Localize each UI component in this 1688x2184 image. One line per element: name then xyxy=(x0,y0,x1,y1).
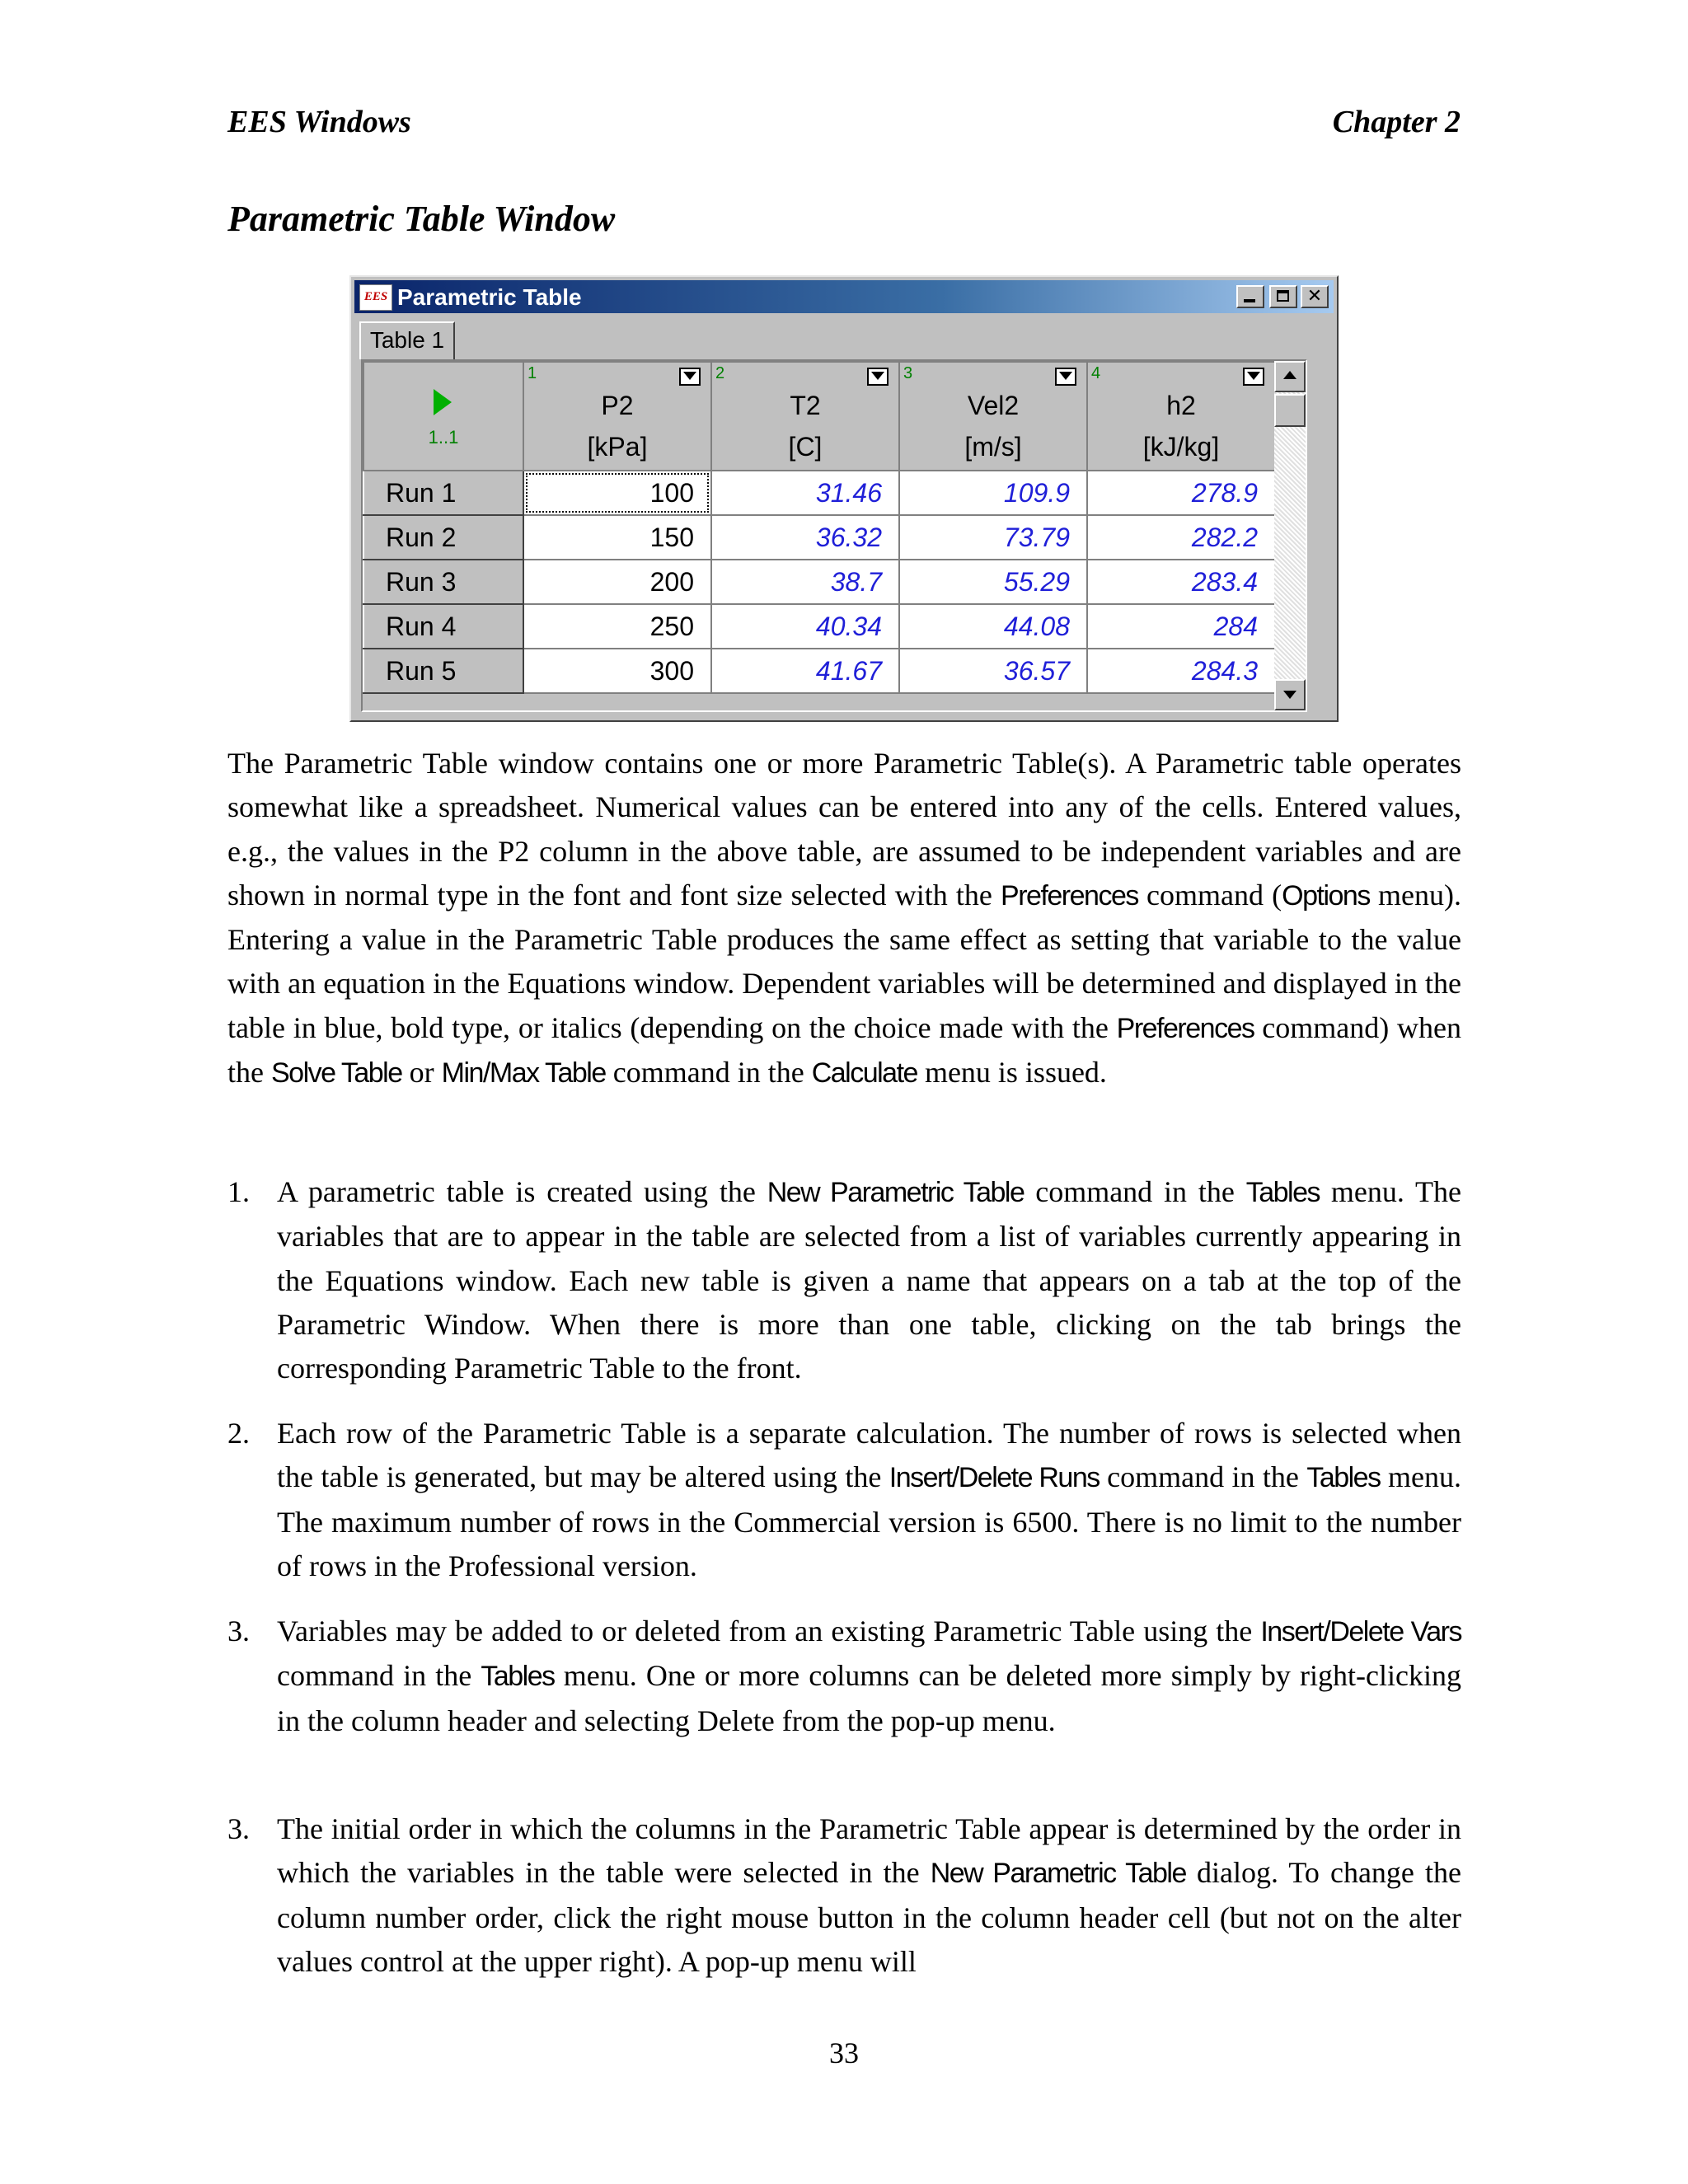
table-cell[interactable]: 31.46 xyxy=(711,471,899,515)
parametric-table-window xyxy=(349,275,1339,722)
table-row xyxy=(363,604,1275,649)
menu-name: Tables xyxy=(1306,1462,1381,1494)
paragraph-text: or xyxy=(401,1056,442,1090)
list-number: 3. xyxy=(227,1812,250,1845)
item-text: The initial order in which the columns in the Parametric Table appear is determined by the order in which the variables in the table were selected in the xyxy=(277,1812,1461,1890)
parametric-table xyxy=(363,361,1276,694)
paragraph-text: command ( xyxy=(1137,878,1282,912)
running-header-right: Chapter 2 xyxy=(1332,105,1461,139)
paragraph-text: command in the xyxy=(605,1056,812,1090)
column-unit: [kPa] xyxy=(587,432,648,462)
scroll-down-icon[interactable] xyxy=(1274,679,1306,710)
table-cell[interactable]: 36.32 xyxy=(711,515,899,560)
item-text: dialog. To change the column number order, click the right mouse button in the column header cell (but not on the alter values control at the upper right). A pop-up menu will xyxy=(277,1856,1461,1978)
menu-name: Calculate xyxy=(811,1057,917,1090)
column-variable: P2 xyxy=(601,391,634,420)
table-cell[interactable]: 284 xyxy=(1087,604,1275,649)
table-cell[interactable]: 200 xyxy=(523,560,711,604)
column-unit: [kJ/kg] xyxy=(1142,432,1220,462)
column-unit: [m/s] xyxy=(964,432,1022,462)
window-title-bar[interactable] xyxy=(354,280,1334,313)
paragraph-text: menu is issued. xyxy=(917,1056,1107,1090)
grid-corner[interactable] xyxy=(363,362,523,471)
table-cell[interactable]: 300 xyxy=(523,649,711,693)
item-text: command in the xyxy=(1099,1460,1307,1494)
vertical-scrollbar[interactable] xyxy=(1274,361,1306,710)
item-text: command in the xyxy=(1024,1175,1246,1208)
column-number: 3 xyxy=(903,364,913,382)
parametric-grid xyxy=(361,359,1307,712)
table-cell[interactable]: 40.34 xyxy=(711,604,899,649)
item-text: A parametric table is created using the xyxy=(277,1175,767,1208)
running-header-left: EES Windows xyxy=(227,105,411,139)
play-icon[interactable] xyxy=(434,389,452,415)
table-cell[interactable]: 36.57 xyxy=(899,649,1087,693)
command-name: Solve Table xyxy=(270,1057,402,1090)
section-title: Parametric Table Window xyxy=(227,199,616,239)
table-cell[interactable]: 73.79 xyxy=(899,515,1087,560)
table-cell[interactable]: 278.9 xyxy=(1087,471,1275,515)
command-name: New Parametric Table xyxy=(767,1177,1025,1208)
table-cell[interactable]: 250 xyxy=(523,604,711,649)
table-cell[interactable]: 44.08 xyxy=(899,604,1087,649)
table-cell[interactable]: 41.67 xyxy=(711,649,899,693)
command-name: Min/Max Table xyxy=(441,1057,606,1090)
table-cell[interactable]: 283.4 xyxy=(1087,560,1275,604)
table-row xyxy=(363,560,1275,604)
alter-values-arrow-icon[interactable] xyxy=(867,368,889,386)
run-range: 1..1 xyxy=(428,427,459,448)
list-number: 3. xyxy=(227,1615,250,1647)
list-item-text xyxy=(277,1412,1461,1588)
row-header[interactable]: Run 2 xyxy=(363,515,523,560)
list-item-text xyxy=(277,1170,1461,1390)
paragraph-text: menu). Entering a value in the Parametric Table produces the same effect as setting that variable to the value with an equation in the Equations window. Dependent variables will be determined and displayed in the table in blue, bold type, or italics (depending on the choice made with the xyxy=(227,878,1462,1044)
item-text: menu. The maximum number of rows in the Commercial version is 6500. There is no limit to the number of rows in the Professional version. xyxy=(277,1460,1461,1582)
ees-app-icon[interactable]: EES xyxy=(359,284,392,311)
menu-name: Tables xyxy=(1245,1177,1320,1208)
table-cell[interactable]: 150 xyxy=(523,515,711,560)
table-cell[interactable]: 109.9 xyxy=(899,471,1087,515)
column-number: 4 xyxy=(1091,364,1101,382)
close-button[interactable] xyxy=(1301,285,1329,308)
tab-table-1[interactable]: Table 1 xyxy=(359,321,455,359)
alter-values-arrow-icon[interactable] xyxy=(1243,368,1264,386)
table-row xyxy=(363,515,1275,560)
intro-paragraph xyxy=(227,742,1461,1095)
column-number: 2 xyxy=(715,364,725,382)
command-name: Insert/Delete Runs xyxy=(889,1462,1100,1494)
row-header[interactable]: Run 3 xyxy=(363,560,523,604)
column-header-p2[interactable] xyxy=(523,362,711,471)
column-header-h2[interactable] xyxy=(1087,362,1275,471)
minimize-icon xyxy=(1244,299,1255,302)
column-variable: h2 xyxy=(1166,391,1196,420)
row-header[interactable]: Run 4 xyxy=(363,604,523,649)
scroll-up-icon[interactable] xyxy=(1274,361,1306,392)
table-row xyxy=(363,649,1275,693)
table-cell[interactable]: 38.7 xyxy=(711,560,899,604)
list-number: 1. xyxy=(227,1175,250,1208)
alter-values-arrow-icon[interactable] xyxy=(679,368,701,386)
command-name: Preferences xyxy=(1001,879,1138,912)
page-number: 33 xyxy=(829,2036,859,2069)
item-text: Variables may be added to or deleted from an existing Parametric Table using the xyxy=(277,1615,1261,1647)
maximize-button[interactable] xyxy=(1269,285,1297,308)
window-title: Parametric Table xyxy=(397,284,582,310)
column-unit: [C] xyxy=(788,432,823,462)
row-header[interactable]: Run 5 xyxy=(363,649,523,693)
list-number: 2. xyxy=(227,1417,250,1450)
column-variable: Vel2 xyxy=(967,391,1020,420)
item-text: Each row of the Parametric Table is a separate calculation. The number of rows is selected when the table is generated, but may be altered using the xyxy=(277,1417,1461,1494)
list-item-text xyxy=(277,1610,1461,1743)
command-name: Preferences xyxy=(1116,1012,1254,1044)
item-text: command in the xyxy=(277,1659,481,1693)
column-header-t2[interactable] xyxy=(711,362,899,471)
table-cell[interactable]: 100 xyxy=(523,471,711,515)
column-variable: T2 xyxy=(790,391,821,420)
maximize-icon xyxy=(1277,290,1289,302)
row-header[interactable]: Run 1 xyxy=(363,471,523,515)
menu-name: Options xyxy=(1282,879,1370,912)
paragraph-text: command) when the xyxy=(227,1010,1461,1090)
table-cell[interactable]: 55.29 xyxy=(899,560,1087,604)
alter-values-arrow-icon[interactable] xyxy=(1055,368,1076,386)
minimize-button[interactable] xyxy=(1236,285,1264,308)
item-text: menu. The variables that are to appear in the table are selected from a list of variables currently appearing in the Equations window. Each new table is given a name that appears on a tab at the top of the Parametric Window. When there is more than one table, clicking on the tab brings the corresponding Parametric Table to the front. xyxy=(277,1175,1461,1385)
menu-name: Tables xyxy=(481,1661,555,1693)
list-item-text xyxy=(277,1807,1461,1984)
scroll-thumb[interactable] xyxy=(1274,394,1306,427)
item-text: menu. One or more columns can be deleted more simply by right-clicking in the column header and selecting Delete from the pop-up menu. xyxy=(277,1659,1461,1737)
close-icon: ✕ xyxy=(1306,285,1323,306)
command-name: Insert/Delete Vars xyxy=(1260,1616,1462,1647)
column-header-vel2[interactable] xyxy=(899,362,1087,471)
table-row xyxy=(363,471,1275,515)
paragraph-text: The Parametric Table window contains one or more Parametric Table(s). A Parametric table operates somewhat like a spreadsheet. Numerical values can be entered into any of the cells. Entered values, e.g., the values in the P2 column in the above table, are assumed to be independent variables and are shown in normal type in the font and font size selected with the xyxy=(227,747,1461,912)
column-number: 1 xyxy=(528,364,537,382)
command-name: New Parametric Table xyxy=(930,1858,1186,1890)
table-cell[interactable]: 282.2 xyxy=(1087,515,1275,560)
table-cell[interactable]: 284.3 xyxy=(1087,649,1275,693)
